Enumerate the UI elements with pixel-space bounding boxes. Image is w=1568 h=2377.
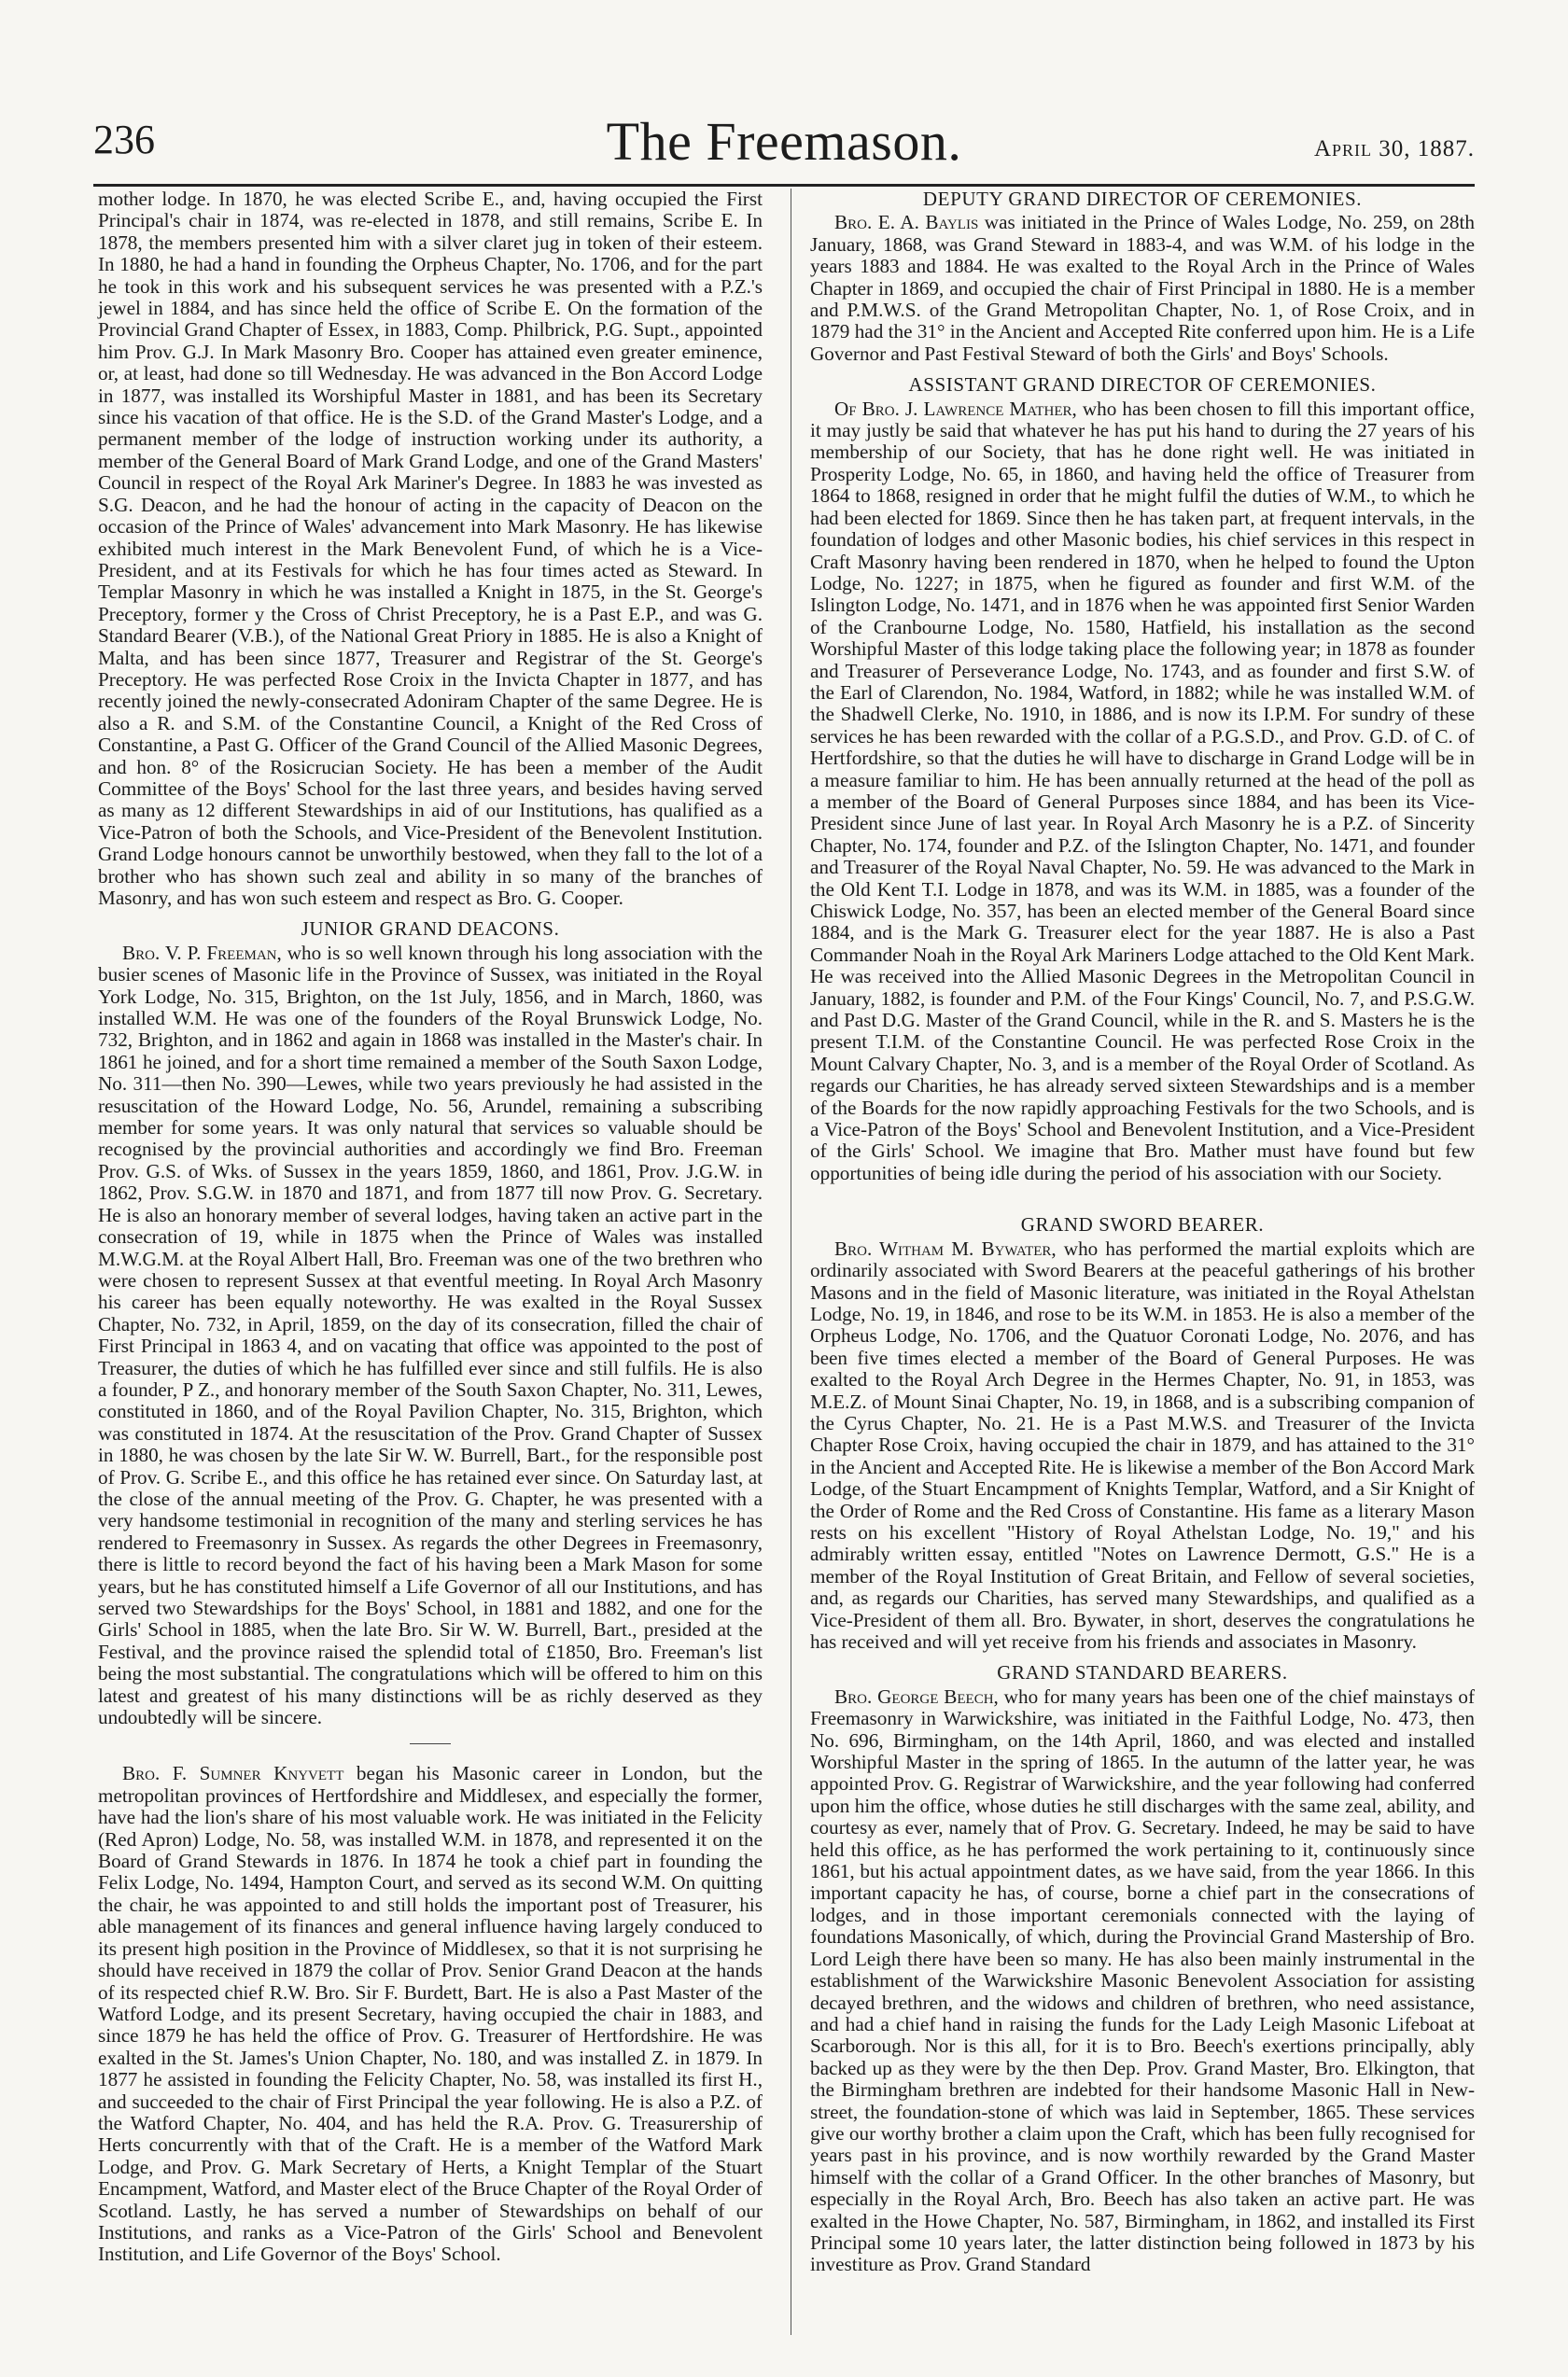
spacer bbox=[810, 1184, 1475, 1205]
bro-name: Bro. E. A. Baylis bbox=[834, 211, 979, 234]
bro-name: Bro. Witham M. Bywater, bbox=[834, 1237, 1057, 1260]
left-column bbox=[98, 189, 763, 2266]
right-column bbox=[810, 189, 1475, 2276]
section-heading-grand-sword-bearer: GRAND SWORD BEARER. bbox=[1020, 1213, 1265, 1237]
issue-date: April 30, 1887. bbox=[1313, 136, 1475, 161]
masthead bbox=[93, 110, 1475, 185]
article-paragraph bbox=[98, 1763, 763, 2265]
page-number: 236 bbox=[93, 117, 155, 162]
newspaper-title: The Freemason. bbox=[606, 111, 962, 172]
paragraph-text: who has performed the martial exploits which are ordinarily associated with Sword Bearers at the peaceful gatherings of his brother Masons and in the field of Masonic literature, was initiated in the Royal Athelstan Lodge, No. 19, in 1846, and rose to be its W.M. in 1853. He is also a member of the Orpheus Lodge, No. 1706, and the Quatuor Coronati Lodge, No. 2076, and has been five times elected a member of the Board of General Purposes. He was exalted to the Royal Arch Degree in the Hermes Chapter, No. 91, in 1853, was M.E.Z. of Mount Sinai Chapter, No. 19, in 1868, and is a subscribing companion of the Cyrus Chapter, No. 21. He is a Past M.W.S. and Treasurer of the Invicta Chapter Rose Croix, having occupied the chair in 1879, and has attained to the 31° in the Ancient and Accepted Rite. He is likewise a member of the Bon Accord Mark Lodge, of the Stuart Encampment of Knights Templar, Watford, and a Sir Knight of the Order of Rome and the Red Cross of Constantine. His fame as a literary Mason rests on his excellent "History of Royal Athelstan Lodge, No. 19," and his admirably written essay, entitled "Notes on Lawrence Dermott, G.S." He is a member of the Royal Institution of Great Britain, and Fellow of several societies, and, as regards our Charities, has served many Stewardships, and qualified as a Vice-President of them all. Bro. Bywater, in short, deserves the congratulations he has received and will yet receive from his friends and associates in Masonry. bbox=[810, 1237, 1475, 1653]
article-paragraph bbox=[98, 943, 763, 1729]
article-paragraph bbox=[810, 398, 1475, 1185]
section-heading-junior-grand-deacons: JUNIOR GRAND DEACONS. bbox=[301, 917, 560, 941]
paragraph-text: who for many years has been one of the chief mainstays of Freemasonry in Warwickshire, was initiated in the Faithful Lodge, No. 473, then No. 696, Birmingham, on the 14th April, 1860, and was elected and installed Worshipful Master in the spring of 1865. In the autumn of the latter year, he was appointed Prov. G. Registrar of Warwickshire, and the year following had conferred upon him the office, whose duties he still discharges with the same zeal, ability, and courtesy as ever, namely that of Prov. G. Secretary. Indeed, he may be said to have held this office, as he has performed the work pertaining to it, continuously since 1861, but his actual appointment dates, as we have said, from the year 1866. In this important capacity he has, of course, borne a chief part in the consecrations of lodges, and in those important ceremonials connected with the laying of foundations Masonically, of which, during the Provincial Grand Mastership of Bro. Lord Leigh there have been so many. He has also been mainly instrumental in the establishment of the Warwickshire Masonic Benevolent Association for assisting decayed brethren, and the widows and children of brethren, who need assistance, and had a chief hand in raising the funds for the Lady Leigh Masonic Lifeboat at Scarborough. Nor is this all, for it is to Bro. Beech's exertions principally, ably backed up as they were by the then Dep. Prov. Grand Master, Bro. Elkington, that the Birmingham brethren are indebted for their handsome Masonic Hall in New-street, the foundation-stone of which was laid in September, 1865. These services give our worthy brother a claim upon the Craft, which has been fully recognised for years past in his province, and is now worthily rewarded by the Grand Master himself with the collar of a Grand Officer. In the other branches of Masonry, but especially in the Royal Arch, Bro. Beech has also taken an active part. He was exalted in the Howe Chapter, No. 587, Birmingham, in 1862, and installed its First Principal some 10 years later, the latter distinction being followed in 1873 by his investiture as Prov. Grand Standard bbox=[810, 1685, 1475, 2276]
section-heading-deputy-grand-director: DEPUTY GRAND DIRECTOR OF CEREMONIES. bbox=[922, 188, 1363, 210]
article-paragraph: mother lodge. In 1870, he was elected Scribe E., and, having occupied the First Principal's chair in 1874, was re-elected in 1878, and still remains, Scribe E. In 1878, the members presented him with a silver claret jug in token of their esteem. In 1880, he had a hand in founding the Orpheus Chapter, No. 1706, and for the part he took in this work and his subsequent services he was presented with a P.Z.'s jewel in 1884, and has since held the office of Scribe E. On the formation of the Provincial Grand Chapter of Essex, in 1883, Comp. Philbrick, P.G. Supt., appointed him Prov. G.J. In Mark Masonry Bro. Cooper has attained even greater eminence, or, at least, had done so till Wednesday. He was advanced in the Bon Accord Lodge in 1877, was installed its Worshipful Master in 1881, and has been its Secretary since his vacation of that office. He is the S.D. of the Grand Master's Lodge, and a permanent member of the lodge of instruction working under its authority, a member of the General Board of Mark Grand Lodge, and one of the Grand Masters' Council in respect of the Royal Ark Mariner's Degree. In 1883 he was invested as S.G. Deacon, and he had the honour of acting in the capacity of Deacon on the occasion of the Prince of Wales' advancement into Mark Masonry. He has likewise exhibited much interest in the Mark Benevolent Fund, of which he is a Vice-President, and at its Festivals for which he has four times acted as Steward. In Templar Masonry in which he was installed a Knight in 1875, in the St. George's Preceptory, former y the Cross of Christ Preceptory, he is a Past E.P., and was G. Standard Bearer (V.B.), of the National Great Priory in 1885. He is also a Knight of Malta, and has been since 1877, Treasurer and Registrar of the St. George's Preceptory. He was perfected Rose Croix in the Invicta Chapter in 1877, and has recently joined the newly-consecrated Adoniram Chapter of the same Degree. He is also a R. and S.M. of the Constantine Council, a Knight of the Red Cross of Constantine, a Past G. Officer of the Grand Council of the Allied Masonic Degrees, and hon. 8° of the Rosicrucian Society. He has been a member of the Audit Committee of the Boys' School for the last three years, and besides having served as many as 12 different Stewardships in aid of our Institutions, has qualified as a Vice-Patron of both the Schools, and Vice-President of the Benevolent Institution. Grand Lodge honours cannot be unworthily bestowed, when they fall to the lot of a brother who has shown such zeal and ability in so many of the branches of Masonry, and has won such esteem and respect as Bro. G. Cooper. bbox=[98, 188, 763, 909]
bro-name: Of Bro. J. Lawrence Mather, bbox=[834, 397, 1077, 420]
bro-name: Bro. F. Sumner Knyvett bbox=[122, 1762, 344, 1785]
paragraph-text: was initiated in the Prince of Wales Lodge, No. 259, on 28th January, 1868, was Grand Steward in 1883-4, and was W.M. of his lodge in the years 1883 and 1884. He was exalted to the Royal Arch in the Prince of Wales Chapter in 1869, and occupied the chair of First Principal in 1880. He is a member and P.M.W.S. of the Grand Metropolitan Chapter, No. 1, of Rose Croix, and in 1879 had the 31° in the Ancient and Accepted Rite conferred upon him. He is a Life Governor and Past Festival Steward of both the Girls' and Boys' Schools. bbox=[810, 211, 1475, 365]
article-paragraph bbox=[810, 1238, 1475, 1654]
paragraph-text: who is so well known through his long association with the busier scenes of Masonic life in the Province of Sussex, was initiated in the Royal York Lodge, No. 315, Brighton, on the 1st July, 1856, and in March, 1860, was installed W.M. He was one of the founders of the Royal Brunswick Lodge, No. 732, Brighton, and in 1862 and again in 1868 was installed in the Master's chair. In 1861 he joined, and for a short time remained a member of the South Saxon Lodge, No. 311—then No. 390—Lewes, while two years previously he had assisted in the resuscitation of the Howard Lodge, No. 56, Arundel, remaining a subscribing member for some years. It was only natural that services so valuable should be recognised by the provincial authorities and accordingly we find Bro. Freeman Prov. G.S. of Wks. of Sussex in the years 1859, 1860, and 1861, Prov. J.G.W. in 1862, Prov. S.G.W. in 1870 and 1871, and from 1877 till now Prov. G. Secretary. He is also an honorary member of several lodges, having taken an active part in the consecration of 19, while in 1875 when the Prince of Wales was installed M.W.G.M. at the Royal Albert Hall, Bro. Freeman was one of the two brethren who were chosen to represent Sussex at that eventful meeting. In Royal Arch Masonry his career has been equally noteworthy. He was exalted in the Royal Sussex Chapter, No. 732, in April, 1859, on the day of its consecration, filled the chair of First Principal in 1863 4, and on vacating that office was appointed to the post of Treasurer, the duties of which he has fulfilled ever since and still fulfils. He is also a founder, P Z., and honorary member of the South Saxon Chapter, No. 311, Lewes, constituted in 1860, and of the Royal Pavilion Chapter, No. 315, Brighton, which was constituted in 1874. At the resuscitation of the Prov. Grand Chapter of Sussex in 1880, he was chosen by the late Sir W. W. Burrell, Bart., for the responsible post of Prov. G. Scribe E., and this office he has retained ever since. On Saturday last, at the close of the annual meeting of the Prov. G. Chapter, he was presented with a very handsome testimonial in recognition of the many and sterling services he has rendered to Freemasonry in Sussex. As regards the other Degrees in Freemasonry, there is little to record beyond the fact of his having been a Mark Mason for some years, but he has constituted himself a Life Governor of all our Institutions, and has served two Stewardships for the Boys' School, in 1881 and 1882, and one for the Girls' School in 1885, when the late Bro. Sir W. W. Burrell, Bart., presided at the Festival, and the province raised the splendid total of £1850, Bro. Freeman's list being the most substantial. The congratulations which will be offered to him on this latest and greatest of his many distinctions will be as richly deserved as they undoubtedly will be sincere. bbox=[98, 941, 763, 1729]
header-rule bbox=[93, 184, 1475, 187]
paragraph-text: who has been chosen to fill this important office, it may justly be said that whatever he has put his hand to during the 27 years of his membership of our Society, that has he done right well. He was initiated in Prosperity Lodge, No. 65, in 1860, and having held the office of Treasurer from 1864 to 1868, resigned in order that he might fulfil the duties of W.M., to which he had been elected for 1869. Since then he has taken part, at frequent intervals, in the foundation of lodges and other Masonic bodies, his chief services in this respect in Craft Masonry having been rendered in 1870, when he helped to found the Upton Lodge, No. 1227; in 1875, when he figured as founder and first W.M. of the Islington Lodge, No. 1471, and in 1876 when he was appointed first Senior Warden of the Cranbourne Lodge, No. 1580, Hatfield, his installation as the second Worshipful Master of this lodge taking place the following year; in 1878 as founder and Treasurer of Perseverance Lodge, No. 1743, and as founder and first S.W. of the Earl of Clarendon, No. 1984, Watford, in 1882; while he was installed W.M. of the Shadwell Clerke, No. 1910, in 1886, and is now its I.P.M. For sundry of these services he has been rewarded with the collar of a P.G.S.D., and Prov. G.D. of C. of Hertfordshire, so that the duties he will have to discharge in Grand Lodge will be in a measure familiar to him. He has been annually returned at the head of the poll as a member of the Board of General Purposes since 1884, and has been its Vice-President since June of last year. In Royal Arch Masonry he is a P.Z. of Sincerity Chapter, No. 174, founder and P.Z. of the Islington Chapter, No. 1471, and founder and Treasurer of the Royal Naval Chapter, No. 59. He was advanced to the Mark in the Old Kent T.I. Lodge in 1878, and was its W.M. in 1885, was a founder of the Chiswick Lodge, No. 357, has been an elected member of the General Board since 1884, and is the Mark G. Treasurer elect for the year 1887. He is also a Past Commander Noah in the Royal Ark Mariners Lodge attached to the Old Kent Mark. He was received into the Allied Masonic Degrees in the Metropolitan Council in January, 1882, is founder and P.M. of the Four Kings' Council, No. 7, and P.S.G.W. and Past D.G. Master of the Grand Council, while in the R. and S. Masters he is the present T.I.M. of the Constantine Council. He was perfected Rose Croix in the Mount Calvary Chapter, No. 3, and is a member of the Royal Order of Scotland. As regards our Charities, he has already served sixteen Stewardships and is a member of the Boards for the now rapidly approaching Festivals for the two Schools, and is a Vice-Patron of the Boys' School and Benevolent Institution, and a Vice-President of the Girls' School. We imagine that Bro. Mather must have found but few opportunities of being idle during the period of his association with our Society. bbox=[810, 397, 1475, 1184]
section-heading-assistant-grand-director: ASSISTANT GRAND DIRECTOR OF CEREMONIES. bbox=[908, 373, 1377, 397]
bro-name: Bro. George Beech, bbox=[834, 1685, 999, 1708]
paragraph-text: began his Masonic career in London, but the metropolitan provinces of Hertfordshire and Middlesex, and especially the former, have had the lion's share of his most valuable work. He was initiated in the Felicity (Red Apron) Lodge, No. 58, was installed W.M. in 1878, and represented it on the Board of Grand Stewards in 1876. In 1874 he took a chief part in founding the Felix Lodge, No. 1494, Hampton Court, and served as its second W.M. On quitting the chair, he was appointed to and still holds the important post of Treasurer, his able management of its finances and general influence having largely conduced to its present high position in the Province of Middlesex, so that it is not surprising he should have received in 1879 the collar of Prov. Senior Grand Deacon at the hands of its respected chief R.W. Bro. Sir F. Burdett, Bart. He is also a Past Master of the Watford Lodge, and its present Secretary, having occupied the chair in 1883, and since 1879 he has held the office of Prov. G. Treasurer of Hertfordshire. He was exalted in the St. James's Union Chapter, No. 180, and was installed Z. in 1879. In 1877 he assisted in founding the Felicity Chapter, No. 58, was installed its first H., and succeeded to the chair of First Principal the year following. He is also a P.Z. of the Watford Chapter, No. 404, and has held the R.A. Prov. G. Treasurership of Herts concurrently with that of the Craft. He is a member of the Watford Mark Lodge, and Prov. G. Mark Secretary of Herts, a Knight Templar of the Stuart Encampment, Watford, and Master elect of the Bruce Chapter of the Royal Order of Scotland. Lastly, he has served a number of Stewardships on behalf of our Institutions, and ranks as a Vice-Patron of the Girls' School and Benevolent Institution, and Life Governor of the Boys' School. bbox=[98, 1762, 763, 2266]
bro-name: Bro. V. P. Freeman, bbox=[122, 941, 282, 964]
section-divider bbox=[410, 1743, 451, 1744]
article-paragraph bbox=[810, 1686, 1475, 2276]
section-heading-grand-standard-bearers: GRAND STANDARD BEARERS. bbox=[997, 1661, 1288, 1685]
article-paragraph bbox=[810, 212, 1475, 365]
